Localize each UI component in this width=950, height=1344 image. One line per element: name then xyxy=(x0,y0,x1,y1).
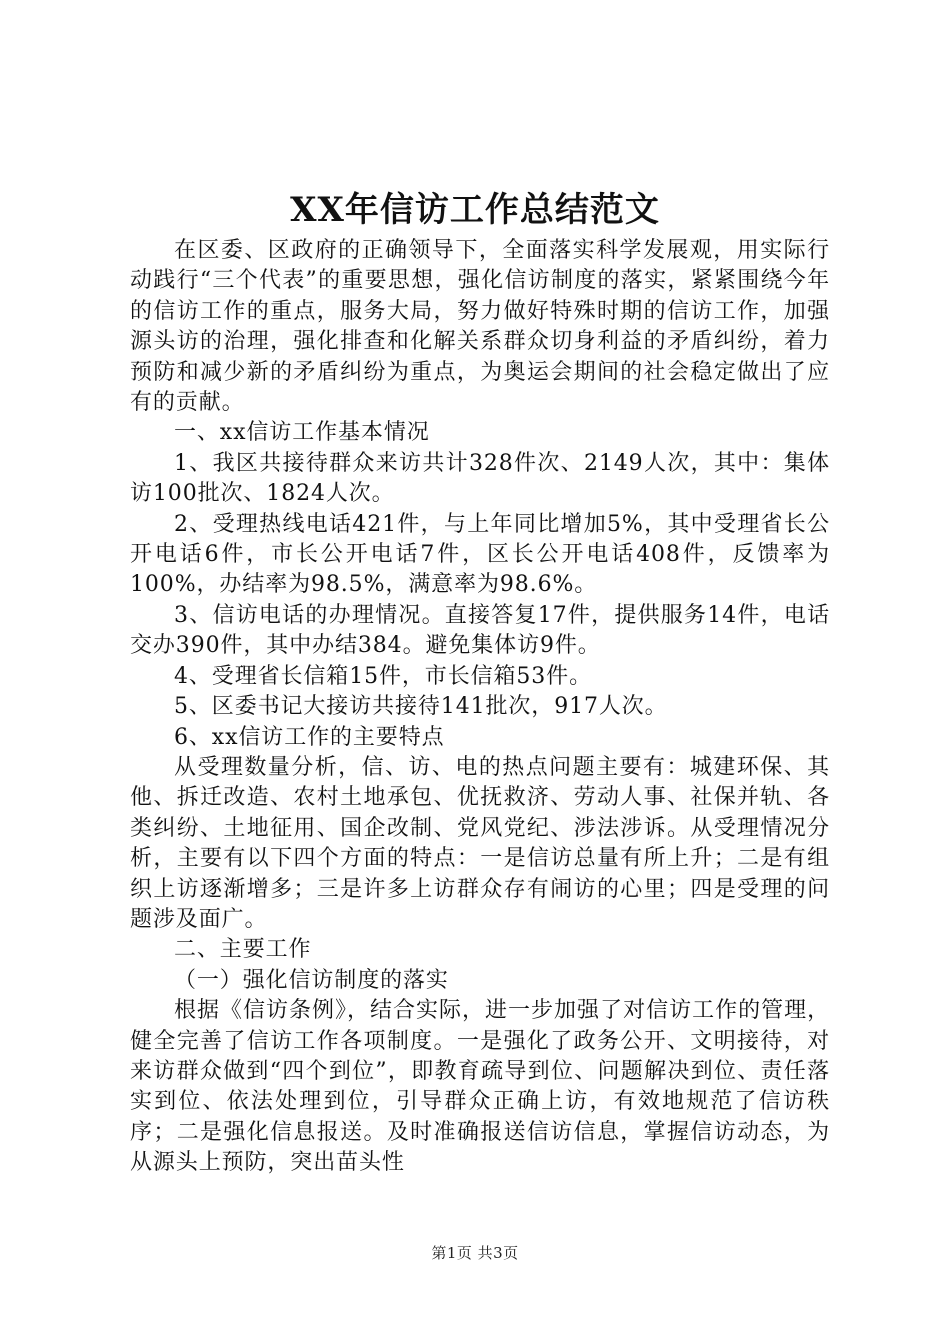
paragraph-item-1: 1、我区共接待群众来访共计328件次、2149人次，其中：集体访100批次、1824人次。 xyxy=(130,450,830,507)
subsection-heading-system: （一）强化信访制度的落实 xyxy=(174,967,449,993)
paragraph-intro: 在区委、区政府的正确领导下，全面落实科学发展观，用实际行动践行“三个代表”的重要思想，强化信访制度的落实，紧紧围绕今年的信访工作的重点，服务大局，努力做好特殊时期的信访工作，加强源头访的治理，强化排查和化解关系群众切身利益的矛盾纠纷，着力预防和减少新的矛盾纠纷为重点，为奥运会期间的社会稳定做出了应有的贡献。 xyxy=(130,238,830,416)
paragraph-item-6: 6、xx信访工作的主要特点 xyxy=(174,724,445,750)
paragraph-hotspot-analysis: 从受理数量分析，信、访、电的热点问题主要有：城建环保、其他、拆迁改造、农村土地承包、优抚救济、劳动人事、社保并轨、各类纠纷、土地征用、国企改制、党风党纪、涉法涉诉。从受理情况分析，主要有以下四个方面的特点：一是信访总量有所上升；二是有组织上访逐渐增多；三是许多上访群众存有闹访的心里；四是受理的问题涉及面广。 xyxy=(130,754,830,932)
section-heading-basic-situation: 一、xx信访工作基本情况 xyxy=(174,420,430,446)
paragraph-item-4: 4、受理省长信箱15件，市长信箱53件。 xyxy=(174,663,592,689)
document-title: XX年信访工作总结范文 xyxy=(290,190,660,230)
paragraph-regulations: 根据《信访条例》，结合实际，进一步加强了对信访工作的管理，健全完善了信访工作各项制度。一是强化了政务公开、文明接待，对来访群众做到“四个到位”，即教育疏导到位、问题解决到位、责任落实到位、依法处理到位，引导群众正确上访，有效地规范了信访秩序；二是强化信息报送。及时准确报送信访信息，掌握信访动态，为从源头上预防，突出苗头性 xyxy=(130,998,830,1176)
page-footer: 第1页 共3页 xyxy=(431,1244,519,1262)
paragraph-item-5: 5、区委书记大接访共接待141批次，917人次。 xyxy=(174,694,668,720)
document-body xyxy=(130,236,830,1179)
paragraph-item-2: 2、受理热线电话421件，与上年同比增加5%，其中受理省长公开电话6件，市长公开电话7件，区长公开电话408件，反馈率为100%，办结率为98.5%，满意率为98.6%。 xyxy=(130,511,830,598)
section-heading-main-work: 二、主要工作 xyxy=(174,937,312,963)
paragraph-item-3: 3、信访电话的办理情况。直接答复17件，提供服务14件，电话交办390件，其中办结384。避免集体访9件。 xyxy=(130,602,830,659)
